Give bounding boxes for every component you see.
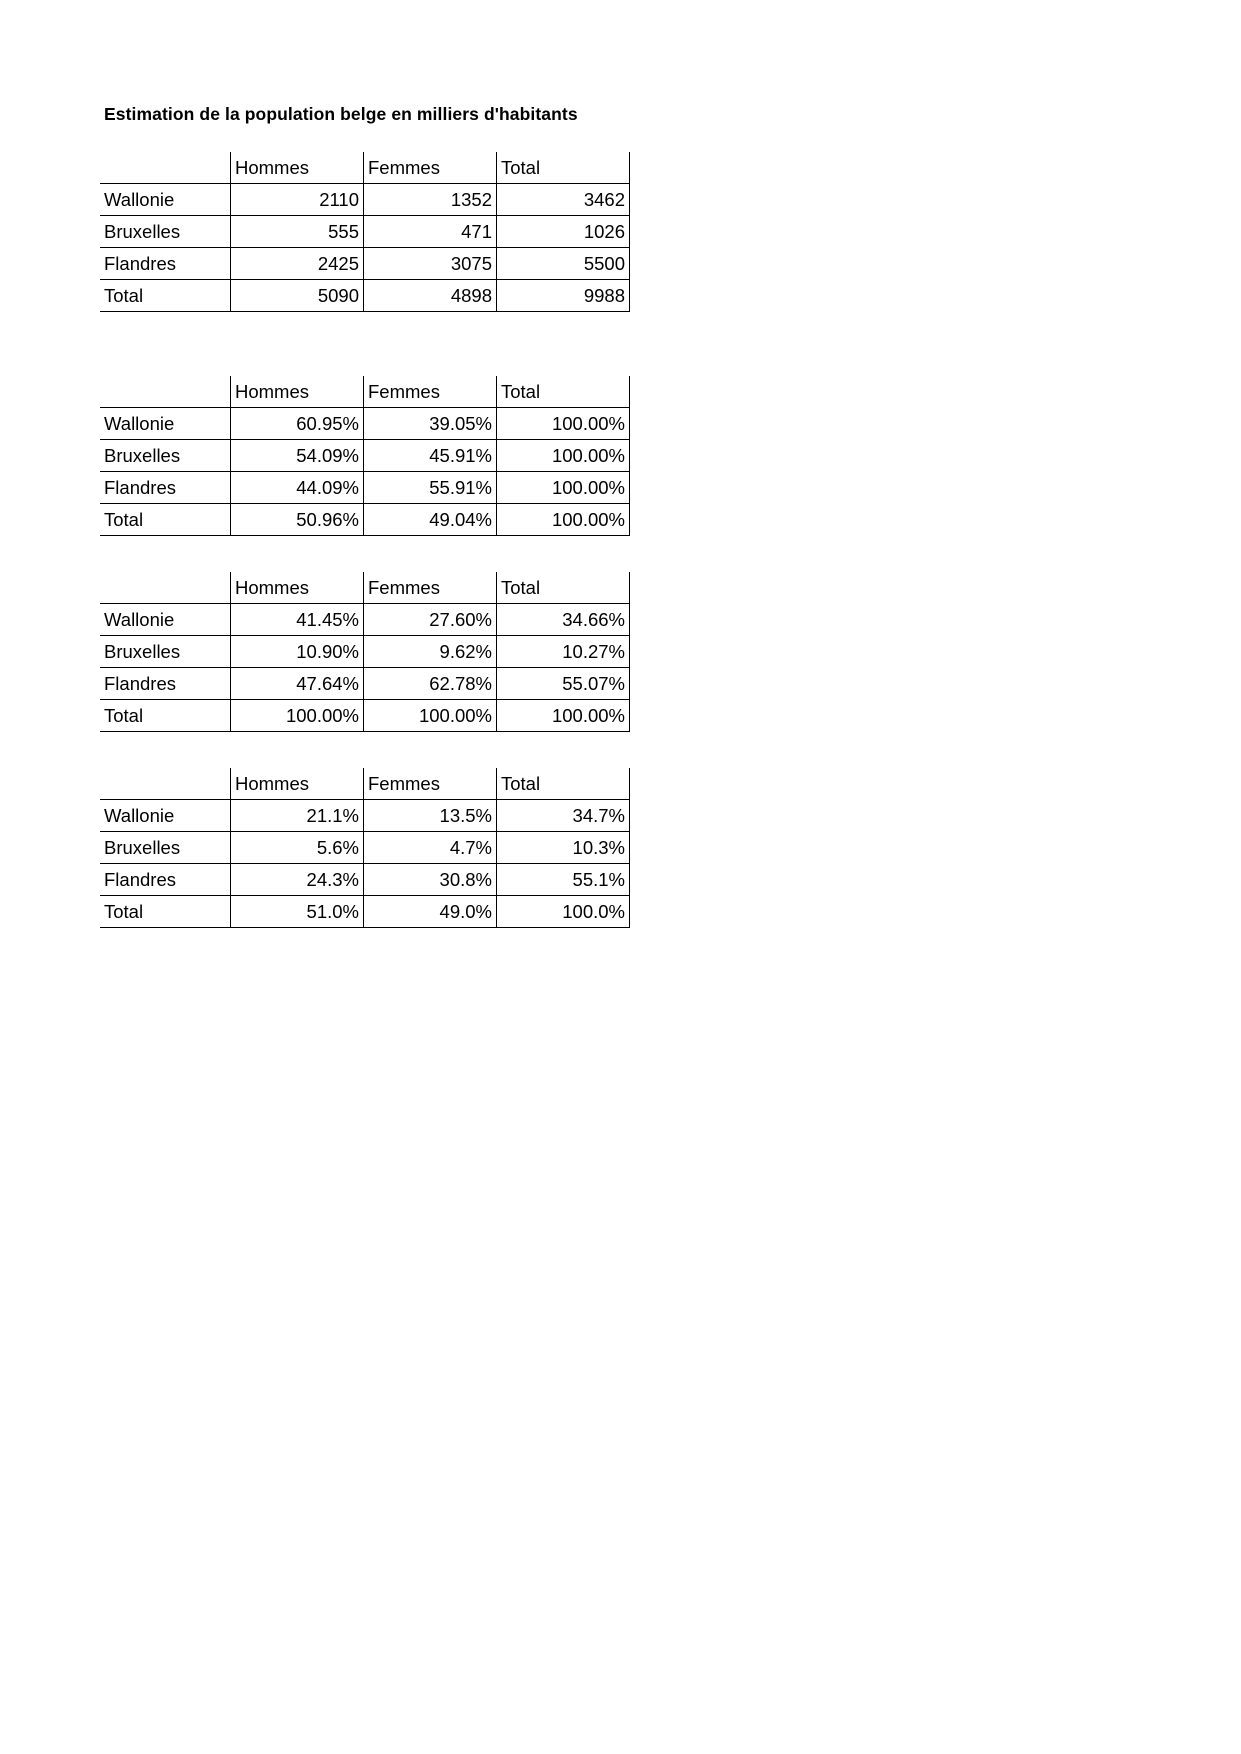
table-row: [100, 248, 630, 280]
cell-total: 100.00%: [497, 408, 630, 440]
cell-hommes: 60.95%: [231, 408, 364, 440]
table-total-percentages: [100, 768, 630, 928]
header-cell-femmes: Femmes: [364, 572, 497, 604]
header-cell-hommes: Hommes: [231, 376, 364, 408]
row-label: Bruxelles: [100, 832, 231, 864]
table-row: [100, 604, 630, 636]
row-label: Flandres: [100, 472, 231, 504]
table-row: [100, 800, 630, 832]
row-label: Bruxelles: [100, 440, 231, 472]
cell-femmes: 55.91%: [364, 472, 497, 504]
cell-total: 55.1%: [497, 864, 630, 896]
header-cell-blank: [100, 376, 231, 408]
table-header-row: [100, 768, 630, 800]
table-row: [100, 472, 630, 504]
row-label: Wallonie: [100, 184, 231, 216]
table-header-row: [100, 152, 630, 184]
cell-femmes: 1352: [364, 184, 497, 216]
cell-total: 5500: [497, 248, 630, 280]
cell-hommes: 5.6%: [231, 832, 364, 864]
page-title: Estimation de la population belge en milliers d'habitants: [104, 104, 578, 124]
cell-hommes: 10.90%: [231, 636, 364, 668]
table-row: [100, 184, 630, 216]
cell-femmes: 4.7%: [364, 832, 497, 864]
header-cell-blank: [100, 572, 231, 604]
cell-total: 9988: [497, 280, 630, 312]
table-absolute-values: [100, 152, 630, 312]
table-total-row: [100, 504, 630, 536]
cell-hommes: 555: [231, 216, 364, 248]
cell-hommes: 24.3%: [231, 864, 364, 896]
header-cell-total: Total: [497, 152, 630, 184]
cell-hommes: 50.96%: [231, 504, 364, 536]
row-label: Wallonie: [100, 408, 231, 440]
row-label: Wallonie: [100, 604, 231, 636]
row-label: Flandres: [100, 668, 231, 700]
cell-hommes: 2425: [231, 248, 364, 280]
cell-femmes: 3075: [364, 248, 497, 280]
row-label: Total: [100, 896, 231, 928]
table-row: [100, 636, 630, 668]
cell-femmes: 39.05%: [364, 408, 497, 440]
cell-total: 100.00%: [497, 472, 630, 504]
row-label: Bruxelles: [100, 636, 231, 668]
row-label: Total: [100, 280, 231, 312]
table-row: [100, 408, 630, 440]
cell-total: 1026: [497, 216, 630, 248]
cell-hommes: 2110: [231, 184, 364, 216]
header-cell-total: Total: [497, 768, 630, 800]
row-label: Bruxelles: [100, 216, 231, 248]
table-row-percentages: [100, 376, 630, 536]
cell-femmes: 45.91%: [364, 440, 497, 472]
cell-femmes: 4898: [364, 280, 497, 312]
row-label: Wallonie: [100, 800, 231, 832]
cell-femmes: 49.0%: [364, 896, 497, 928]
cell-femmes: 62.78%: [364, 668, 497, 700]
cell-total: 10.3%: [497, 832, 630, 864]
table-total-row: [100, 280, 630, 312]
cell-hommes: 44.09%: [231, 472, 364, 504]
table-header-row: [100, 572, 630, 604]
cell-hommes: 100.00%: [231, 700, 364, 732]
header-cell-blank: [100, 152, 231, 184]
row-label: Total: [100, 504, 231, 536]
cell-hommes: 47.64%: [231, 668, 364, 700]
header-cell-femmes: Femmes: [364, 152, 497, 184]
header-cell-hommes: Hommes: [231, 572, 364, 604]
cell-femmes: 471: [364, 216, 497, 248]
table-header-row: [100, 376, 630, 408]
table-row: [100, 832, 630, 864]
cell-hommes: 5090: [231, 280, 364, 312]
table-total-row: [100, 700, 630, 732]
table-row: [100, 440, 630, 472]
cell-femmes: 100.00%: [364, 700, 497, 732]
cell-femmes: 13.5%: [364, 800, 497, 832]
table-column-percentages: [100, 572, 630, 732]
header-cell-hommes: Hommes: [231, 768, 364, 800]
table-row: [100, 864, 630, 896]
table-row: [100, 668, 630, 700]
row-label: Flandres: [100, 864, 231, 896]
cell-total: 10.27%: [497, 636, 630, 668]
cell-hommes: 41.45%: [231, 604, 364, 636]
row-label: Total: [100, 700, 231, 732]
header-cell-blank: [100, 768, 231, 800]
header-cell-femmes: Femmes: [364, 768, 497, 800]
cell-hommes: 51.0%: [231, 896, 364, 928]
header-cell-femmes: Femmes: [364, 376, 497, 408]
header-cell-total: Total: [497, 376, 630, 408]
cell-femmes: 27.60%: [364, 604, 497, 636]
cell-femmes: 9.62%: [364, 636, 497, 668]
cell-total: 100.00%: [497, 504, 630, 536]
cell-femmes: 49.04%: [364, 504, 497, 536]
cell-total: 3462: [497, 184, 630, 216]
table-row: [100, 216, 630, 248]
cell-total: 34.7%: [497, 800, 630, 832]
cell-total: 55.07%: [497, 668, 630, 700]
cell-total: 100.00%: [497, 440, 630, 472]
cell-femmes: 30.8%: [364, 864, 497, 896]
cell-total: 100.00%: [497, 700, 630, 732]
cell-hommes: 54.09%: [231, 440, 364, 472]
cell-hommes: 21.1%: [231, 800, 364, 832]
cell-total: 100.0%: [497, 896, 630, 928]
table-total-row: [100, 896, 630, 928]
cell-total: 34.66%: [497, 604, 630, 636]
header-cell-hommes: Hommes: [231, 152, 364, 184]
row-label: Flandres: [100, 248, 231, 280]
header-cell-total: Total: [497, 572, 630, 604]
